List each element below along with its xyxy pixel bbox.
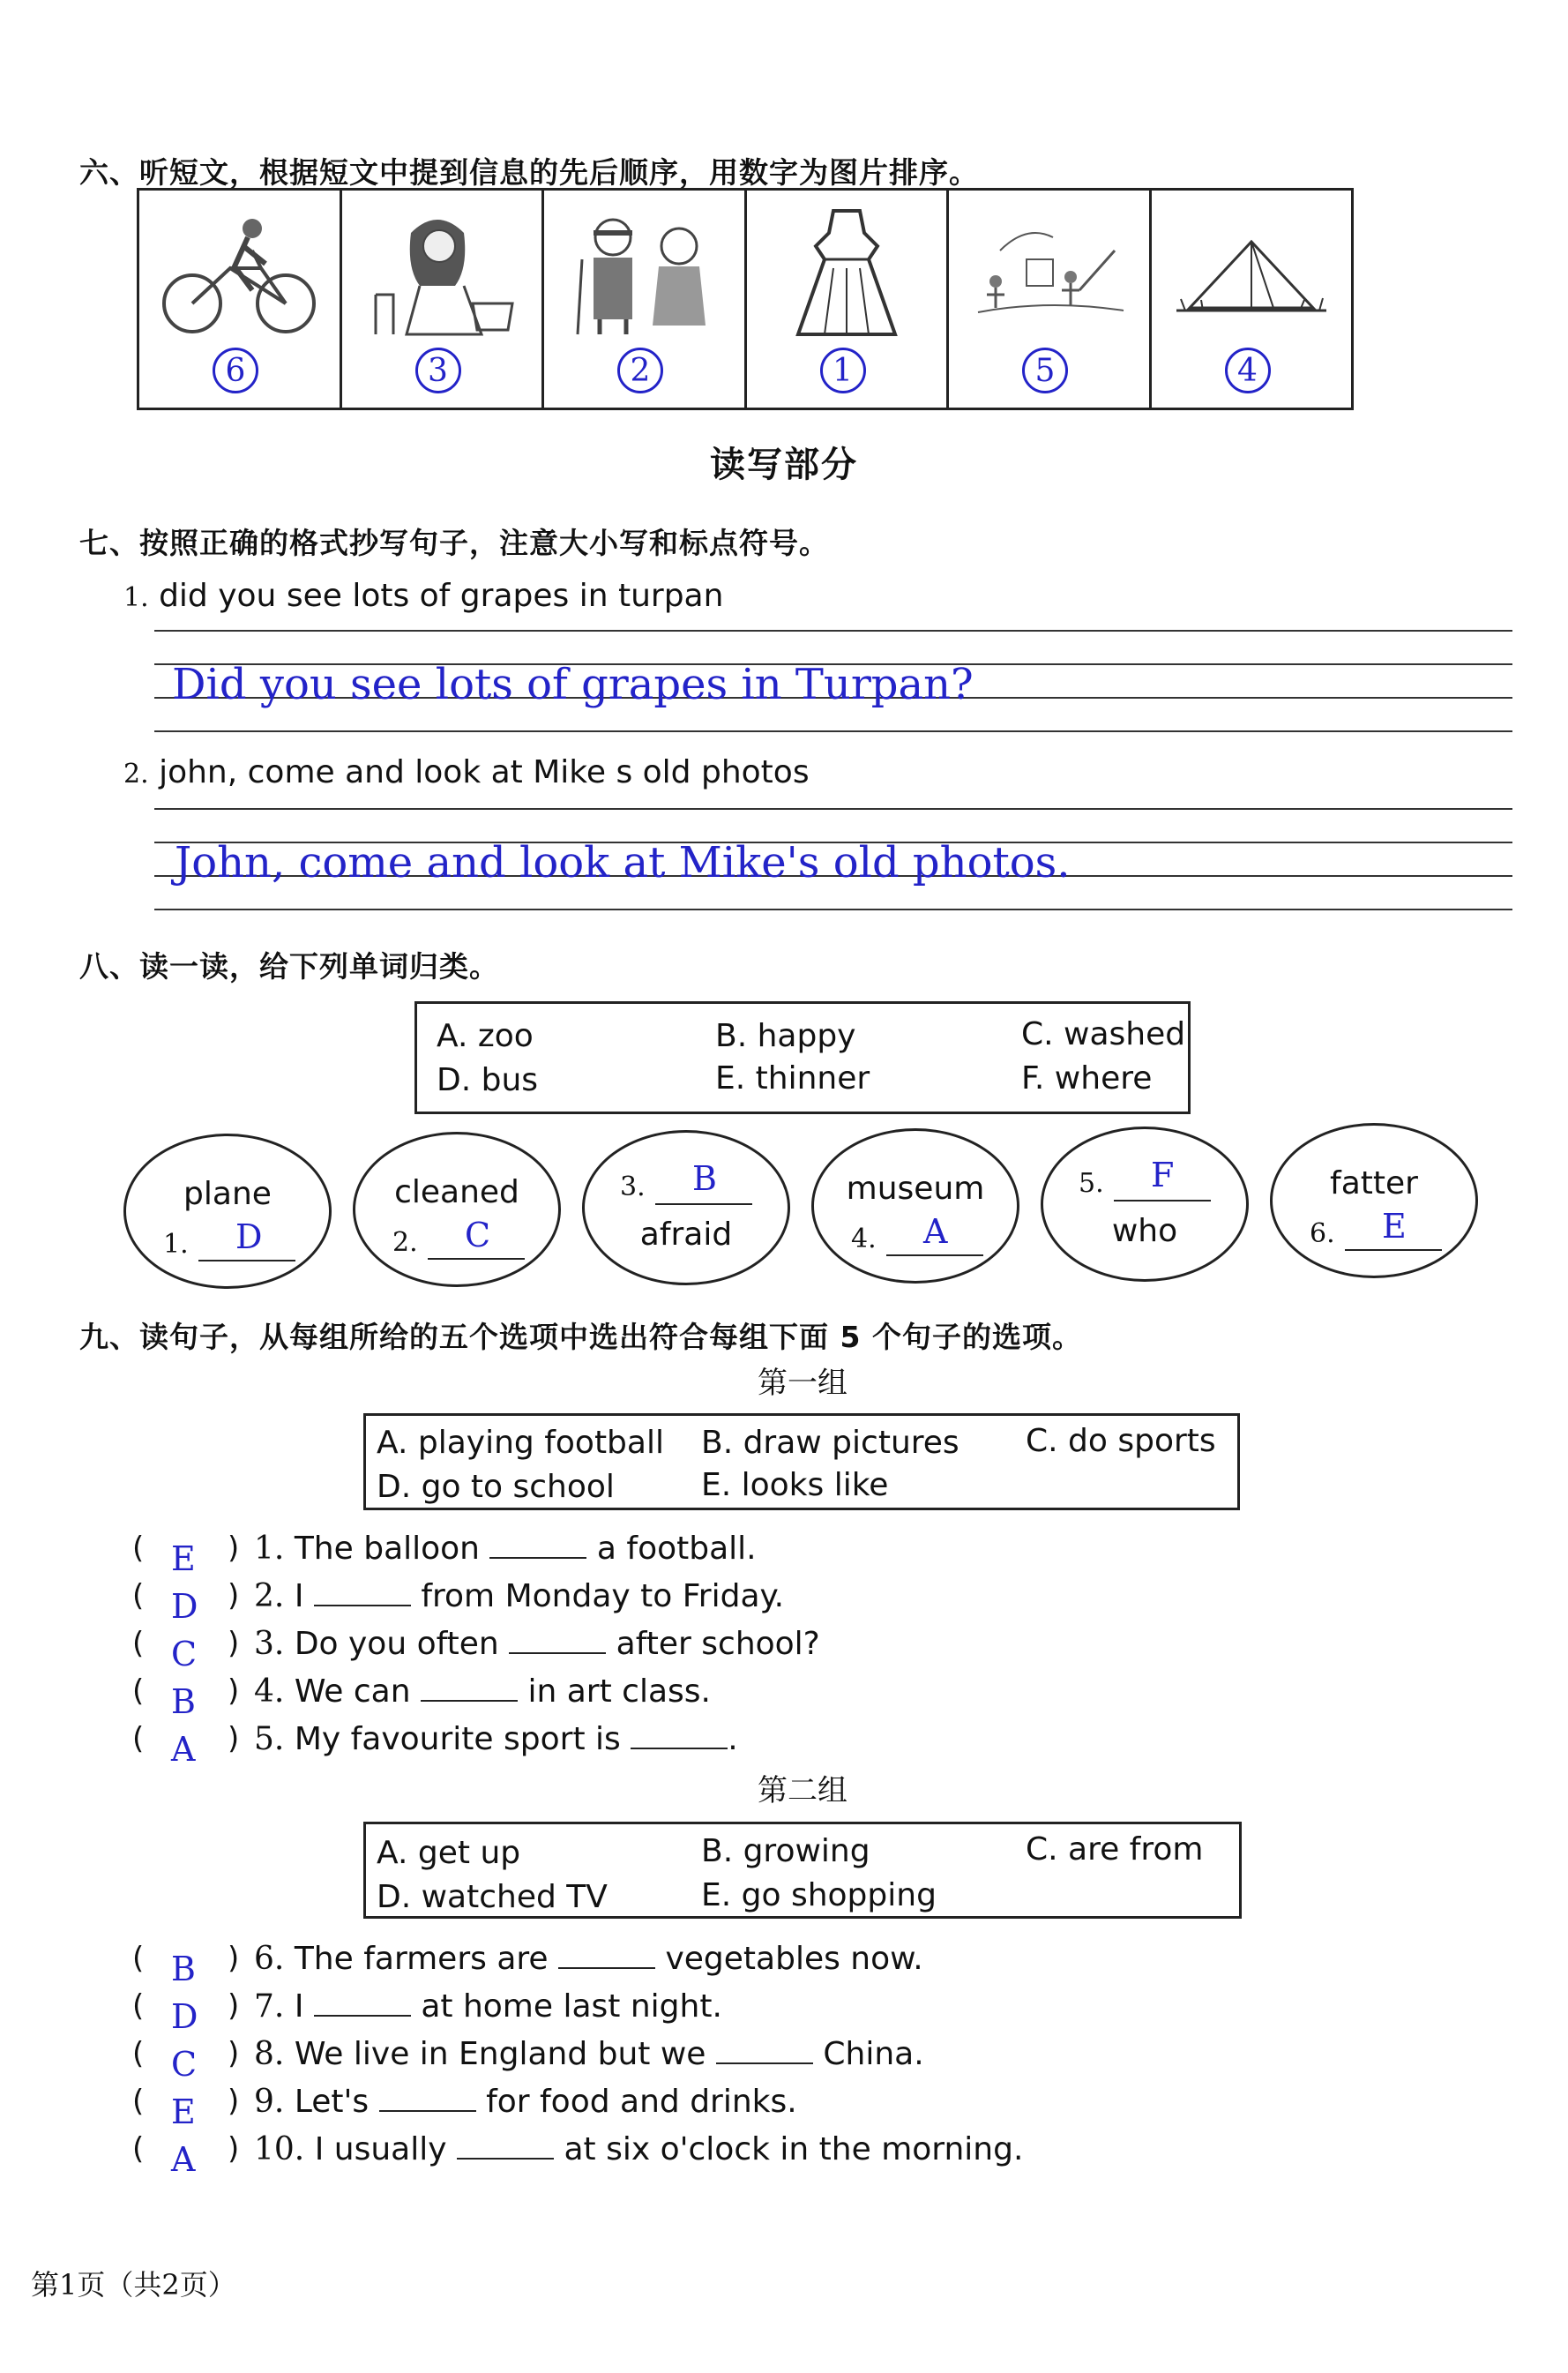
oval-word: plane: [183, 1176, 272, 1212]
question-answer[interactable]: C: [171, 2045, 198, 2084]
picture-grid: [137, 188, 1354, 410]
close-paren: ): [228, 1941, 240, 1976]
fill-blank[interactable]: [716, 2038, 813, 2064]
open-paren: (: [132, 2131, 145, 2167]
question-text: 5. My favourite sport is .: [254, 1721, 738, 1757]
answer-blank: [655, 1203, 752, 1205]
oval-word: afraid: [639, 1216, 733, 1253]
close-paren: ): [228, 1721, 240, 1756]
open-paren: (: [132, 1988, 145, 2024]
close-paren: ): [228, 1988, 240, 2024]
group-option: D. go to school: [377, 1469, 615, 1505]
page-footer: 第1页（共2页）: [31, 2268, 236, 2302]
question-text: 6. The farmers are vegetables now.: [254, 1941, 923, 1977]
group-option: C. are from: [1026, 1831, 1204, 1868]
group1-options-box: [363, 1413, 1240, 1510]
oval-number: 3.: [620, 1172, 646, 1202]
oval-answer[interactable]: F: [1151, 1156, 1175, 1194]
girl-washing-icon: [358, 206, 526, 339]
open-paren: (: [132, 1531, 145, 1566]
close-paren: ): [228, 2131, 240, 2167]
word-category-oval: [353, 1132, 561, 1287]
section9-heading: 九、读句子，从每组所给的五个选项中选出符合每组下面 5 个句子的选项。: [79, 1320, 1082, 1354]
writing-line: [154, 730, 1512, 732]
question-text: 2. I from Monday to Friday.: [254, 1578, 785, 1614]
word-category-oval: [582, 1130, 790, 1285]
question-text: 10. I usually at six o'clock in the morning.: [254, 2131, 1024, 2167]
question-answer[interactable]: A: [171, 1730, 196, 1769]
close-paren: ): [228, 1673, 240, 1709]
picture-cell: [949, 191, 1152, 408]
word-option: A. zoo: [437, 1018, 534, 1054]
writing-line: [154, 630, 1512, 632]
oval-word: cleaned: [394, 1174, 519, 1210]
question-text: 3. Do you often after school?: [254, 1626, 820, 1662]
group-option: E. looks like: [701, 1467, 889, 1503]
oval-word: who: [1111, 1213, 1178, 1249]
word-option: C. washed: [1021, 1016, 1186, 1052]
question-text: 4. We can in art class.: [254, 1673, 711, 1710]
open-paren: (: [132, 2084, 145, 2119]
question-text: 7. I at home last night.: [254, 1988, 722, 2025]
group-option: C. do sports: [1026, 1423, 1216, 1459]
grandparents-icon: [560, 206, 728, 339]
order-answer[interactable]: 1: [820, 348, 866, 393]
close-paren: ): [228, 1531, 240, 1566]
group-option: D. watched TV: [377, 1879, 608, 1915]
fill-blank[interactable]: [631, 1723, 728, 1749]
word-category-oval: [123, 1134, 332, 1289]
word-option: F. where: [1021, 1060, 1153, 1097]
bicycle-rider-icon: [155, 206, 323, 339]
fill-blank[interactable]: [558, 1943, 655, 1969]
question-answer[interactable]: C: [171, 1635, 198, 1673]
group2-title: 第二组: [758, 1773, 847, 1808]
word-options-box: [414, 1001, 1191, 1114]
oval-word: museum: [846, 1171, 985, 1207]
open-paren: (: [132, 2036, 145, 2071]
question-answer[interactable]: D: [171, 1587, 198, 1626]
oval-answer[interactable]: C: [465, 1216, 491, 1254]
part-title: 读写部分: [710, 445, 858, 485]
question-answer[interactable]: B: [171, 1950, 196, 1988]
picture-cell: [544, 191, 747, 408]
writing-line: [154, 808, 1512, 810]
question-text: 9. Let's for food and drinks.: [254, 2084, 797, 2120]
order-answer[interactable]: 2: [617, 348, 663, 393]
writing-line: [154, 909, 1512, 910]
answer-blank: [198, 1260, 295, 1261]
oval-word: fatter: [1330, 1165, 1418, 1201]
answer-blank: [428, 1258, 525, 1260]
fill-blank[interactable]: [421, 1675, 518, 1702]
copy-item-1-prompt: 1. did you see lots of grapes in turpan: [123, 578, 724, 614]
picture-cell: [139, 191, 342, 408]
group-option: B. growing: [701, 1833, 870, 1869]
picture-cell: [1152, 191, 1352, 408]
fill-blank[interactable]: [509, 1628, 606, 1654]
copy-item-2-prompt: 2. john, come and look at Mike s old photos: [123, 754, 810, 790]
close-paren: ): [228, 2036, 240, 2071]
fishing-scene-icon: [965, 206, 1132, 339]
order-answer[interactable]: 5: [1022, 348, 1068, 393]
group1-title: 第一组: [758, 1366, 847, 1401]
tent-icon: [1168, 206, 1335, 339]
fill-blank[interactable]: [314, 1580, 411, 1606]
oval-answer[interactable]: B: [692, 1159, 717, 1198]
picture-cell: [342, 191, 545, 408]
fill-blank[interactable]: [457, 2133, 554, 2160]
question-text: 1. The balloon a football.: [254, 1531, 757, 1567]
fill-blank[interactable]: [379, 2085, 476, 2112]
picture-cell: [747, 191, 950, 408]
answer-blank: [1114, 1200, 1211, 1201]
word-option: D. bus: [437, 1062, 539, 1098]
open-paren: (: [132, 1578, 145, 1613]
word-category-oval: [1041, 1127, 1249, 1282]
group2-options-box: [363, 1822, 1242, 1919]
oval-number: 5.: [1079, 1168, 1104, 1199]
order-answer[interactable]: 6: [213, 348, 258, 393]
oval-answer[interactable]: D: [235, 1217, 263, 1256]
word-option: B. happy: [715, 1018, 856, 1054]
order-answer[interactable]: 3: [415, 348, 461, 393]
oval-answer[interactable]: A: [923, 1212, 948, 1251]
fill-blank[interactable]: [314, 1990, 411, 2017]
copy-item-2-answer[interactable]: John, come and look at Mike's old photos.: [175, 838, 1071, 887]
question-answer[interactable]: D: [171, 1997, 198, 2036]
section8-heading: 八、读一读，给下列单词归类。: [79, 949, 499, 984]
fill-blank[interactable]: [489, 1532, 586, 1559]
question-answer[interactable]: B: [171, 1682, 196, 1721]
oval-number: 1.: [163, 1229, 189, 1260]
dress-icon: [763, 206, 930, 339]
group-option: A. playing football: [377, 1425, 664, 1461]
word-category-oval: [1270, 1123, 1478, 1278]
question-answer[interactable]: E: [171, 1539, 196, 1578]
open-paren: (: [132, 1673, 145, 1709]
oval-number: 4.: [851, 1224, 877, 1254]
answer-blank: [886, 1254, 983, 1256]
copy-item-1-answer[interactable]: Did you see lots of grapes in Turpan?: [172, 660, 974, 709]
open-paren: (: [132, 1721, 145, 1756]
question-answer[interactable]: E: [171, 2092, 196, 2131]
close-paren: ): [228, 1578, 240, 1613]
oval-number: 2.: [392, 1227, 418, 1258]
close-paren: ): [228, 1626, 240, 1661]
group-option: B. draw pictures: [701, 1425, 959, 1461]
word-category-oval: [811, 1128, 1019, 1284]
order-answer[interactable]: 4: [1225, 348, 1271, 393]
oval-number: 6.: [1310, 1218, 1335, 1249]
close-paren: ): [228, 2084, 240, 2119]
section7-heading: 七、按照正确的格式抄写句子，注意大小写和标点符号。: [79, 526, 829, 560]
answer-blank: [1345, 1249, 1442, 1251]
open-paren: (: [132, 1941, 145, 1976]
word-option: E. thinner: [715, 1060, 870, 1097]
question-answer[interactable]: A: [171, 2140, 196, 2179]
oval-answer[interactable]: E: [1382, 1207, 1407, 1246]
group-option: A. get up: [377, 1835, 521, 1871]
section6-heading: 六、听短文，根据短文中提到信息的先后顺序，用数字为图片排序。: [79, 155, 979, 190]
open-paren: (: [132, 1626, 145, 1661]
group-option: E. go shopping: [701, 1877, 937, 1913]
question-text: 8. We live in England but we China.: [254, 2036, 924, 2072]
